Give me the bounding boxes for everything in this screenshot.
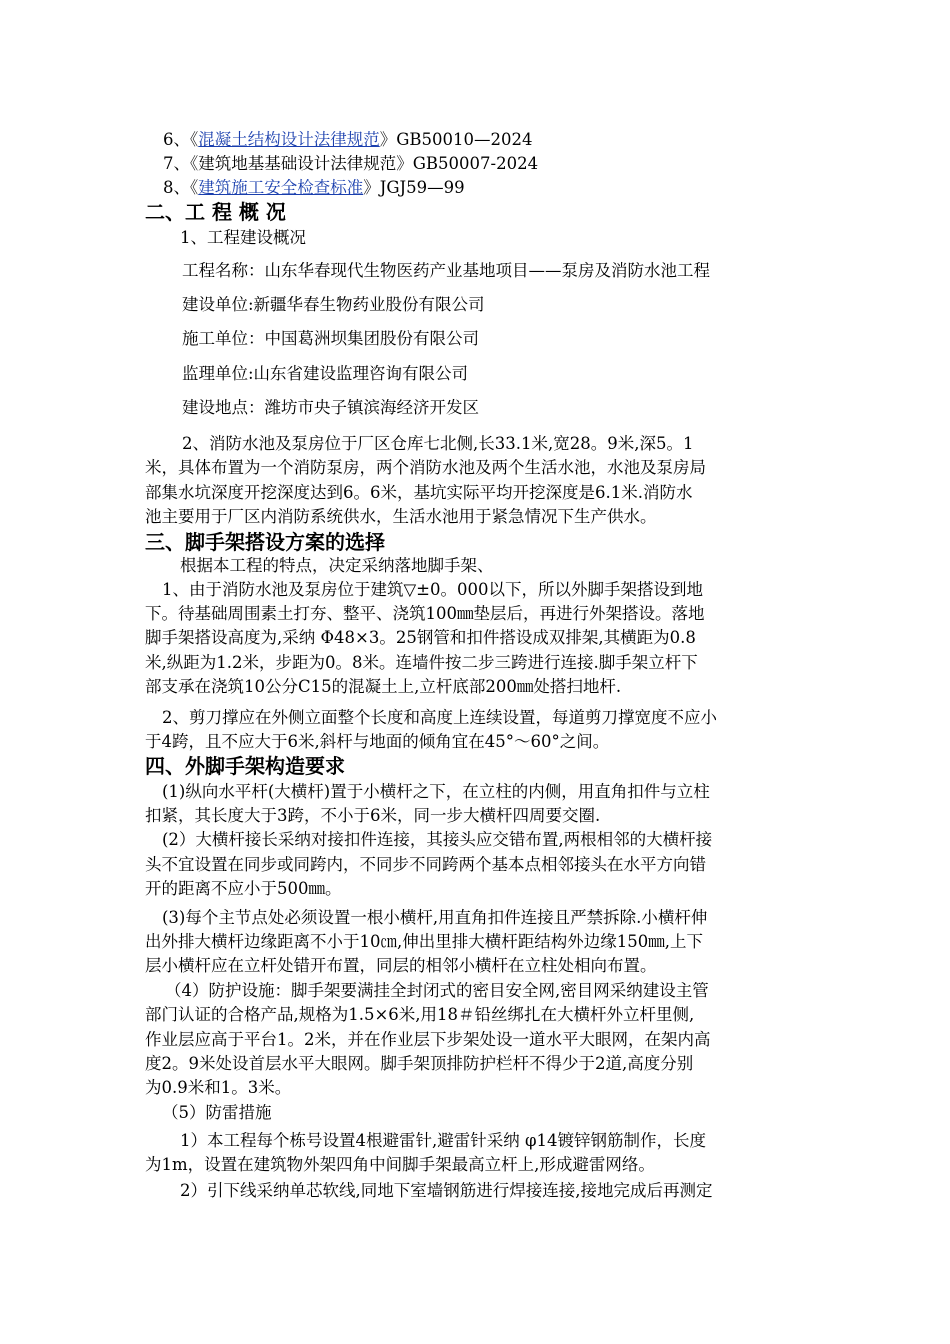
paragraph-line: 下。待基础周围素土打夯、整平、浇筑100㎜垫层后，再进行外架搭设。落地	[145, 604, 705, 623]
reference-text: 《建筑地基基础设计法律规范》GB50007-2024	[190, 154, 539, 173]
reference-code: 》JGJ59—99	[363, 178, 465, 197]
paragraph-line: (3)每个主节点处必须设置一根小横杆,用直角扣件连接且严禁拆除.小横杆伸	[162, 908, 708, 927]
section-heading: 二、工 程 概 况	[145, 200, 286, 224]
contractor: 施工单位：中国葛洲坝集团股份有限公司	[182, 329, 479, 348]
reference-link[interactable]: 混凝土结构设计法律规范	[198, 130, 380, 149]
paragraph-line: 层小横杆应在立杆处错开布置，同层的相邻小横杆在立柱处相向布置。	[145, 956, 657, 975]
paragraph-line: 度2。9米处设首层水平大眼网。脚手架顶排防护栏杆不得少于2道,高度分别	[145, 1054, 694, 1073]
project-name: 工程名称：山东华春现代生物医药产业基地项目——泵房及消防水池工程	[182, 261, 710, 280]
section-heading: 四、外脚手架构造要求	[145, 754, 345, 778]
reference-number: 8、	[163, 178, 190, 197]
paragraph-line: 部门认证的合格产品,规格为1.5×6米,用18＃铅丝绑扎在大横杆外立杆里侧,	[145, 1005, 695, 1024]
reference-link[interactable]: 建筑施工安全检查标准	[198, 178, 364, 197]
reference-code: 》GB50010—2024	[379, 130, 533, 149]
reference-bracket: 《	[190, 178, 199, 197]
paragraph-line: 米，具体布置为一个消防泵房，两个消防水池及两个生活水池，水池及泵房局	[145, 458, 706, 477]
paragraph-line: 为0.9米和1。3米。	[145, 1078, 292, 1097]
paragraph-line: 1）本工程每个栋号设置4根避雷针,避雷针采纳 φ14镀锌钢筋制作，长度	[180, 1131, 707, 1150]
paragraph-line: 部支承在浇筑10公分C15的混凝土上,立杆底部200㎜处搭扫地杆.	[145, 677, 622, 696]
paragraph-line: 于4跨，且不应大于6米,斜杆与地面的倾角宜在45°～60°之间。	[145, 732, 610, 751]
section-heading: 三、脚手架搭设方案的选择	[145, 530, 385, 554]
site: 建设地点：潍坊市央子镇滨海经济开发区	[182, 398, 479, 417]
paragraph-line: 1、由于消防水池及泵房位于建筑▽±0。000以下，所以外脚手架搭设到地	[162, 580, 704, 599]
paragraph-line: 部集水坑深度开挖深度达到6。6米，基坑实际平均开挖深度是6.1米.消防水	[145, 483, 693, 502]
paragraph-line: 脚手架搭设高度为,采纳 Φ48×3。25钢管和扣件搭设成双排架,其横距为0.8	[145, 628, 696, 647]
builder: 建设单位:新疆华春生物药业股份有限公司	[182, 295, 485, 314]
reference-item	[163, 128, 533, 152]
reference-item	[163, 176, 465, 200]
subsection-title: 1、工程建设概况	[180, 228, 306, 247]
paragraph-line: (2）大横杆接长采纳对接扣件连接，其接头应交错布置,两根相邻的大横杆接	[162, 830, 713, 849]
paragraph-line: 作业层应高于平台1。2米，并在作业层下步架处设一道水平大眼网，在架内高	[145, 1030, 711, 1049]
paragraph-line: 出外排大横杆边缘距离不小于10㎝,伸出里排大横杆距结构外边缘150㎜,上下	[145, 932, 703, 951]
paragraph-line: 扣紧，其长度大于3跨，不小于6米，同一步大横杆四周要交圈.	[145, 806, 601, 825]
paragraph-line: 2、剪刀撑应在外侧立面整个长度和高度上连续设置，每道剪刀撑宽度不应小	[162, 708, 717, 727]
reference-item	[163, 152, 538, 176]
paragraph-line: 根据本工程的特点，决定采纳落地脚手架、	[180, 556, 494, 575]
paragraph-line: (1)纵向水平杆(大横杆)置于小横杆之下，在立柱的内侧，用直角扣件与立柱	[162, 782, 710, 801]
supervisor: 监理单位:山东省建设监理咨询有限公司	[182, 364, 469, 383]
paragraph-line: 池主要用于厂区内消防系统供水，生活水池用于紧急情况下生产供水。	[145, 507, 657, 526]
paragraph-line: （4）防护设施：脚手架要满挂全封闭式的密目安全网,密目网采纳建设主管	[165, 981, 709, 1000]
paragraph-line: 2、消防水池及泵房位于厂区仓库七北侧,长33.1米,宽28。9米,深5。1	[182, 434, 694, 453]
reference-number: 7、	[163, 154, 190, 173]
paragraph-line: 2）引下线采纳单芯软线,同地下室墙钢筋进行焊接连接,接地完成后再测定	[180, 1181, 713, 1200]
subsection-title: （5）防雷措施	[162, 1103, 272, 1122]
paragraph-line: 开的距离不应小于500㎜。	[145, 879, 342, 898]
reference-number: 6、	[163, 130, 190, 149]
paragraph-line: 米,纵距为1.2米，步距为0。8米。连墙件按二步三跨进行连接.脚手架立杆下	[145, 653, 698, 672]
paragraph-line: 头不宜设置在同步或同跨内，不同步不同跨两个基本点相邻接头在水平方向错	[145, 855, 706, 874]
reference-bracket: 《	[190, 130, 199, 149]
paragraph-line: 为1m，设置在建筑物外架四角中间脚手架最高立杆上,形成避雷网络。	[145, 1155, 655, 1174]
